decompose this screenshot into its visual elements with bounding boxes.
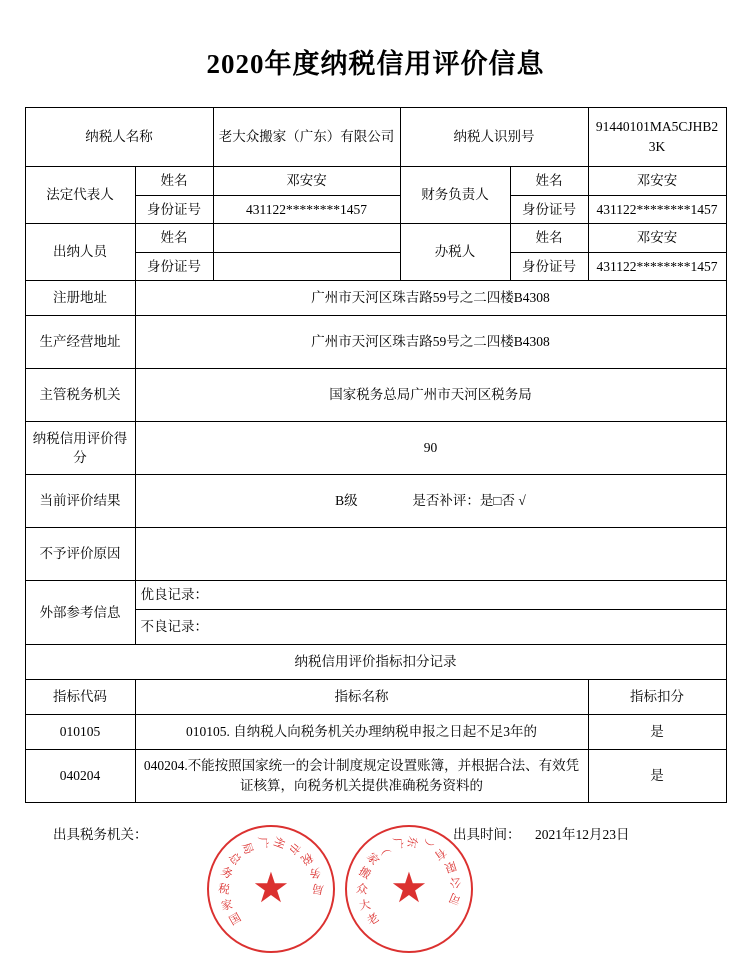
- table-row: [25, 581, 726, 610]
- deduction-code: 040204: [25, 749, 135, 802]
- credit-score-value: 90: [135, 422, 726, 475]
- issue-time-value: 2021年12月23日: [535, 826, 630, 842]
- deduction-name: 040204.不能按照国家统一的会计制度规定设置账簿，并根据合法、有效凭证核算，向税务机关提供准确税务资料的: [135, 749, 588, 802]
- business-address-value: 广州市天河区珠吉路59号之二四楼B4308: [135, 316, 726, 369]
- supplement-eval-label: 是否补评：是□否 √: [412, 493, 526, 509]
- official-seal-company-icon: [345, 825, 473, 953]
- current-result-label: 当前评价结果: [25, 475, 135, 528]
- deduction-score: 是: [588, 749, 726, 802]
- tax-credit-info-table: [25, 107, 727, 803]
- cashier-idcard-value: [213, 252, 400, 281]
- tax-authority-value: 国家税务总局广州市天河区税务局: [135, 369, 726, 422]
- seal-star-icon: ★: [252, 865, 290, 912]
- finance-head-name-label: 姓名: [510, 167, 588, 196]
- tax-handler-name-label: 姓名: [510, 224, 588, 253]
- table-row: [25, 749, 726, 802]
- column-header-code: 指标代码: [25, 679, 135, 714]
- page-title: 2020年度纳税信用评价信息: [206, 49, 545, 79]
- tax-handler-name-value: 邓安安: [588, 224, 726, 253]
- table-row: [25, 167, 726, 196]
- credit-score-label: 纳税信用评价得分: [25, 422, 135, 475]
- deduction-name: 010105. 自纳税人向税务机关办理纳税申报之日起不足3年的: [135, 714, 588, 749]
- table-row: [25, 316, 726, 369]
- table-row: [25, 422, 726, 475]
- business-address-label: 生产经营地址: [25, 316, 135, 369]
- seal-star-icon: ★: [390, 865, 428, 912]
- legal-rep-name-label: 姓名: [135, 167, 213, 196]
- cashier-idcard-label: 身份证号: [135, 252, 213, 281]
- taxpayer-id-label: 纳税人识别号: [400, 108, 588, 167]
- finance-head-label: 财务负责人: [400, 167, 510, 224]
- seal-ring-text: 国 家 税 务 总 局 广 州 市 税 务 局: [217, 834, 325, 928]
- tax-handler-idcard-value: 431122********1457: [588, 252, 726, 281]
- issuer-label: 出具税务机关：: [53, 826, 148, 842]
- document-footer: [25, 817, 726, 967]
- tax-handler-idcard-label: 身份证号: [510, 252, 588, 281]
- current-result-value: B级: [335, 493, 358, 509]
- taxpayer-name-label: 纳税人名称: [25, 108, 213, 167]
- issue-time-label: 出具时间：: [453, 826, 521, 842]
- deduction-code: 010105: [25, 714, 135, 749]
- tax-handler-label: 办税人: [400, 224, 510, 281]
- official-seal-tax-authority-icon: [207, 825, 335, 953]
- good-record-label: 优良记录：: [135, 581, 726, 610]
- table-row: [25, 475, 726, 528]
- deduction-score: 是: [588, 714, 726, 749]
- table-row: [25, 528, 726, 581]
- external-ref-label: 外部参考信息: [25, 581, 135, 645]
- taxpayer-name-value: 老大众搬家（广东）有限公司: [213, 108, 400, 167]
- column-header-name: 指标名称: [135, 679, 588, 714]
- finance-head-idcard-label: 身份证号: [510, 195, 588, 224]
- reg-address-value: 广州市天河区珠吉路59号之二四楼B4308: [135, 281, 726, 316]
- deduction-section-title: 纳税信用评价指标扣分记录: [25, 644, 726, 679]
- no-eval-reason-label: 不予评价原因: [25, 528, 135, 581]
- table-row: [25, 644, 726, 679]
- bad-record-label: 不良记录：: [135, 609, 726, 644]
- no-eval-reason-value: [135, 528, 726, 581]
- seal-ring-text: 老 大 众 搬 家 （ 广 东 ） 有 限 公 司: [355, 834, 463, 928]
- legal-rep-idcard-value: 431122********1457: [213, 195, 400, 224]
- cashier-name-value: [213, 224, 400, 253]
- cashier-name-label: 姓名: [135, 224, 213, 253]
- legal-rep-idcard-label: 身份证号: [135, 195, 213, 224]
- finance-head-idcard-value: 431122********1457: [588, 195, 726, 224]
- current-result-cell: [135, 475, 726, 528]
- legal-rep-name-value: 邓安安: [213, 167, 400, 196]
- finance-head-name-value: 邓安安: [588, 167, 726, 196]
- table-header-row: [25, 679, 726, 714]
- table-row: [25, 224, 726, 253]
- cashier-label: 出纳人员: [25, 224, 135, 281]
- table-row: [25, 281, 726, 316]
- tax-authority-label: 主管税务机关: [25, 369, 135, 422]
- table-row: [25, 714, 726, 749]
- reg-address-label: 注册地址: [25, 281, 135, 316]
- taxpayer-id-value: 91440101MA5CJHB23K: [588, 108, 726, 167]
- table-row: [25, 369, 726, 422]
- column-header-score: 指标扣分: [588, 679, 726, 714]
- table-row: [25, 108, 726, 167]
- legal-rep-label: 法定代表人: [25, 167, 135, 224]
